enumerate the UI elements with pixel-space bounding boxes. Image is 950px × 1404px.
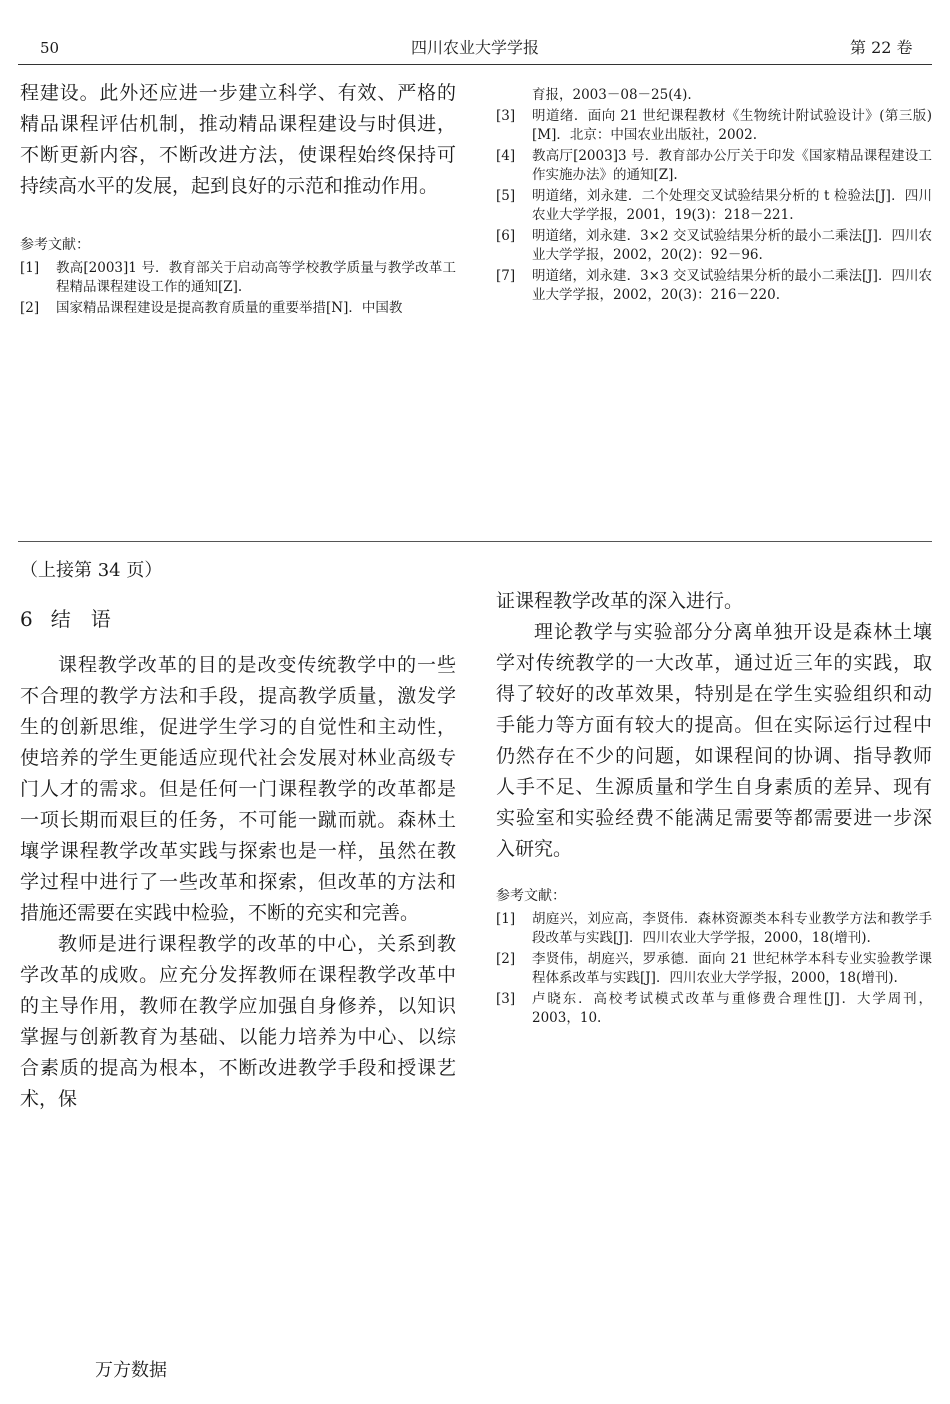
bottom-right-references: [496, 886, 932, 1030]
references-title: 参考文献：: [496, 888, 566, 904]
reference-continuation: 育报，2003－08－25(4).: [532, 87, 692, 103]
journal-title: 四川农业大学学报: [410, 38, 539, 57]
reference-text: 胡庭兴，刘应高，李贤伟．森林资源类本科专业教学方法和教学手段改革与实践[J]．四川农业大学学报，2000，18(增刊).: [532, 911, 932, 946]
bottom-right-body: [496, 586, 932, 865]
reference-item: [496, 990, 932, 1028]
volume-label: 第 22 卷: [850, 38, 913, 57]
page-number: 50: [40, 39, 60, 57]
reference-item: [496, 227, 932, 265]
reference-number: [1]: [20, 260, 40, 276]
reference-number: [7]: [496, 268, 516, 284]
reference-number: [2]: [496, 951, 516, 967]
reference-text: 教高[2003]1 号．教育部关于启动高等学校教学质量与教学改革工程精品课程建设工作的通知[Z].: [56, 260, 456, 295]
section-number: 6: [20, 607, 33, 631]
paragraph: 教师是进行课程教学的改革的中心，关系到教学改革的成败。应充分发挥教师在课程教学改革中的主导作用，教师在教学应加强自身修养，以知识掌握与创新教育为基础、以能力培养为中心、以综合素质的提高为根本，不断改进教学手段和授课艺术，保: [20, 933, 456, 1110]
reference-text: 李贤伟，胡庭兴，罗承德．面向 21 世纪林学本科专业实验教学课程体系改革与实践[J]．四川农业大学学报，2000，18(增刊).: [532, 951, 932, 986]
continued-note: （上接第 34 页）: [20, 560, 163, 581]
top-right-references: [496, 86, 932, 307]
reference-number: [6]: [496, 228, 516, 244]
reference-text: 明道绪，刘永建．3×2 交叉试验结果分析的最小二乘法[J]．四川农业大学学报，2002，20(2)：92－96.: [532, 228, 932, 263]
reference-number: [3]: [496, 991, 516, 1007]
section-title-char: 结: [50, 607, 71, 631]
paragraph: 课程教学改革的目的是改变传统教学中的一些不合理的教学方法和手段，提高教学质量，激发学生的创新思维，促进学生学习的自觉性和主动性，使培养的学生更能适应现代社会发展对林业高级专门人才的需求。但是任何一门课程教学的改革都是一项长期而艰巨的任务，不可能一蹴而就。森林土壤学课程教学改革实践与探索也是一样，虽然在教学过程中进行了一些改革和探索，但改革的方法和措施还需要在实践中检验，不断的充实和完善。: [20, 654, 456, 924]
reference-item: [496, 187, 932, 225]
section-title-char: 语: [90, 607, 111, 631]
section-heading: [20, 604, 111, 634]
header-rule: [18, 64, 932, 65]
reference-text: 明道绪．面向 21 世纪课程教材《生物统计附试验设计》(第三版)[M]．北京：中国农业出版社，2002.: [532, 108, 932, 143]
reference-item: [496, 950, 932, 988]
reference-item: [496, 107, 932, 145]
reference-item: [20, 299, 456, 318]
reference-item: [496, 910, 932, 948]
reference-number: [2]: [20, 300, 40, 316]
paragraph: 理论教学与实验部分分离单独开设是森林土壤学对传统教学的一大改革，通过近三年的实践，取得了较好的改革效果，特别是在学生实验组织和动手能力等方面有较大的提高。但在实际运行过程中仍然存在不少的问题，如课程间的协调、指导教师人手不足、生源质量和学生自身素质的差异、现有实验室和实验经费不能满足需要等都需要进一步深入研究。: [496, 621, 932, 860]
paragraph: 程建设。此外还应进一步建立科学、有效、严格的精品课程评估机制，推动精品课程建设与时俱进，不断更新内容，不断改进方法，使课程始终保持可持续高水平的发展，起到良好的示范和推动作用。: [20, 82, 456, 197]
reference-text: 卢晓东．高校考试模式改革与重修费合理性[J]．大学周刊，2003，10.: [532, 991, 932, 1026]
references-title: 参考文献：: [20, 237, 90, 253]
reference-item: [20, 259, 456, 297]
reference-item: [496, 147, 932, 185]
section-divider: [18, 541, 932, 542]
reference-number: [1]: [496, 911, 516, 927]
reference-text: 明道绪，刘永建．二个处理交叉试验结果分析的 t 检验法[J]．四川农业大学学报，2001，19(3)：218－221.: [532, 188, 932, 223]
reference-text: 国家精品课程建设是提高教育质量的重要举措[N]．中国教: [56, 300, 403, 316]
reference-text: 教高厅[2003]3 号．教育部办公厅关于印发《国家精品课程建设工作实施办法》的通知[Z].: [532, 148, 932, 183]
top-left-paragraph: [20, 78, 456, 202]
reference-item: [496, 267, 932, 305]
reference-text: 明道绪，刘永建．3×3 交叉试验结果分析的最小二乘法[J]．四川农业大学学报，2002，20(3)：216－220.: [532, 268, 932, 303]
top-left-references: [20, 235, 456, 320]
reference-number: [4]: [496, 148, 516, 164]
bottom-left-body: [20, 650, 456, 1115]
reference-number: [5]: [496, 188, 516, 204]
watermark-text: 万方数据: [95, 1360, 167, 1381]
reference-number: [3]: [496, 108, 516, 124]
paragraph-continuation: 证课程教学改革的深入进行。: [496, 590, 744, 612]
